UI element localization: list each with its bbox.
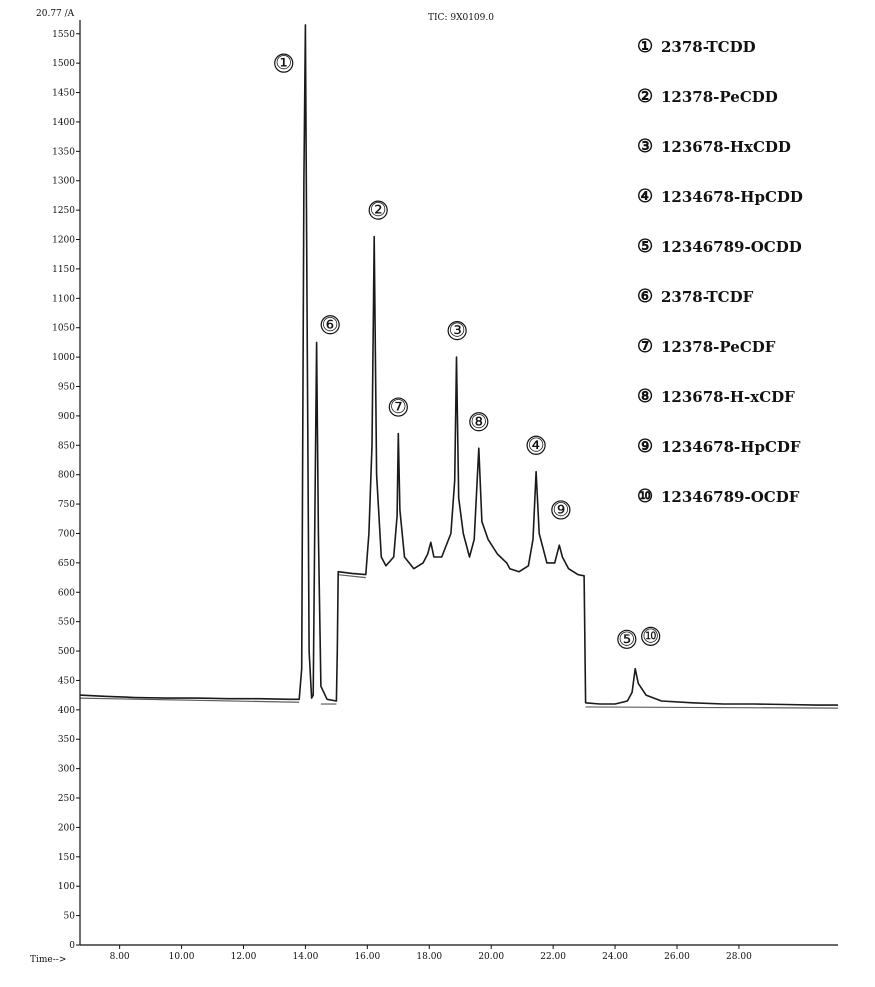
x-tick-label: 12.00 [230,952,257,962]
peak-marker-label: ⑨ [552,498,570,521]
legend-label: 2378-TCDD [661,38,756,56]
peak-marker-label: ⑥ [321,313,339,336]
x-tick-label: 16.00 [354,952,381,962]
y-tick-label: 250 [57,794,75,805]
y-tick-label: 0 [69,941,75,951]
y-tick-label: 300 [57,764,75,775]
y-tick-label: 1050 [52,323,75,334]
series-group [80,25,838,705]
baseline-group [80,575,838,708]
y-tick-label: 550 [57,617,75,628]
y-axis [52,30,80,951]
y-tick-label: 1000 [52,353,75,364]
baseline-trace [586,707,838,708]
y-tick-label: 700 [57,529,75,540]
legend-marker: ⑧ [637,386,654,407]
y-tick-label: 1400 [52,117,75,128]
peak-marker-label: ② [369,199,387,222]
x-axis-label: Time--> [30,955,67,965]
y-tick-label: 900 [57,411,75,422]
y-tick-label: 450 [57,676,75,687]
legend-marker: ② [637,86,654,107]
x-tick-label: 18.00 [416,952,443,962]
y-tick-label: 100 [57,882,75,893]
peak-marker-label: ④ [527,434,545,457]
y-tick-label: 1350 [52,147,75,158]
y-tick-label: 1500 [52,59,75,70]
legend-label: 2378-TCDF [661,288,754,306]
legend-label: 123678-H-xCDF [661,388,795,406]
y-tick-label: 850 [57,441,75,452]
y-tick-label: 650 [57,558,75,569]
legend [637,36,803,507]
peak-marker-label: ⑤ [618,628,636,651]
x-axis [110,945,752,962]
baseline-trace [338,575,366,578]
y-tick-label: 1450 [52,88,75,99]
peak-markers [275,52,660,650]
y-tick-label: 1250 [52,206,75,217]
legend-marker: ⑨ [637,436,654,457]
legend-label: 1234678-HpCDD [661,188,803,206]
legend-marker: ⑩ [637,486,654,507]
peak-marker-label: ⑦ [389,396,407,419]
peak-marker-label: ⑩ [642,625,660,648]
x-tick-label: 26.00 [664,952,690,962]
tic-label: TIC: 9X0109.0 [428,13,494,23]
legend-marker: ⑥ [637,286,654,307]
x-tick-label: 20.00 [478,952,505,962]
peak-marker-label: ⑧ [470,410,488,433]
legend-marker: ① [637,36,654,57]
legend-label: 12346789-OCDD [661,238,802,256]
y-tick-label: 1200 [52,235,75,246]
x-tick-label: 8.00 [109,952,130,962]
y-tick-label: 1300 [52,176,75,187]
legend-label: 1234678-HpCDF [661,438,801,456]
series-line [80,25,838,705]
y-tick-label: 200 [57,823,75,834]
y-tick-label: 350 [57,735,75,746]
y-tick-label: 1100 [52,294,75,305]
legend-marker: ⑦ [637,336,654,357]
x-tick-label: 28.00 [726,952,752,962]
y-tick-label: 1550 [52,29,75,40]
y-tick-label: 150 [57,852,75,863]
corner-label: 20.77 /A [36,9,75,19]
x-tick-label: 14.00 [292,952,319,962]
legend-marker: ⑤ [637,236,654,257]
legend-label: 12378-PeCDF [661,338,776,356]
x-tick-label: 24.00 [602,952,628,962]
y-tick-label: 400 [57,705,75,716]
y-tick-label: 500 [57,647,75,658]
legend-label: 12378-PeCDD [661,88,778,106]
legend-label: 12346789-OCDF [661,488,800,506]
legend-marker: ④ [637,186,654,207]
x-tick-label: 22.00 [540,952,567,962]
y-tick-label: 800 [57,470,75,481]
y-tick-label: 50 [63,911,75,922]
y-tick-label: 950 [57,382,75,393]
peak-marker-label: ③ [448,319,466,342]
legend-label: 123678-HxCDD [661,138,791,156]
x-tick-label: 10.00 [168,952,195,962]
legend-marker: ③ [637,136,654,157]
y-tick-label: 600 [57,588,75,599]
peak-marker-label: ① [275,52,293,75]
y-tick-label: 1150 [52,264,75,275]
y-tick-label: 750 [57,500,75,511]
